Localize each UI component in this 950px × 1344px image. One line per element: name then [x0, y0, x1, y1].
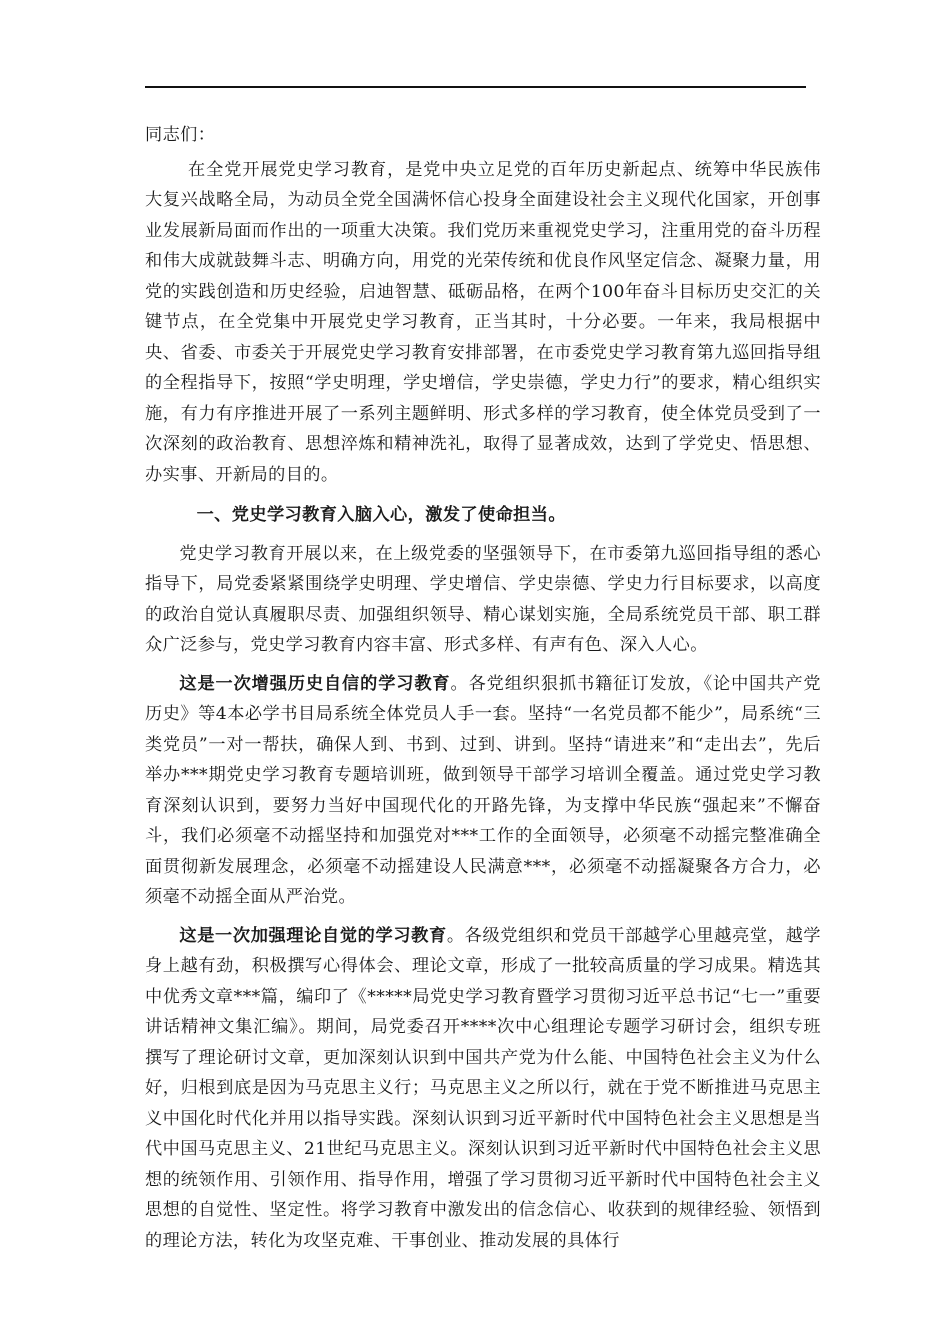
- salutation: 同志们：: [145, 125, 216, 145]
- paragraph-lead: 这是一次加强理论自觉的学习教育: [179, 925, 447, 946]
- body-paragraph: [145, 921, 821, 1257]
- paragraph-text: 。各级党组织和党员干部越学心里越亮堂，越学身上越有劲，积极撰写心得体会、理论文章，形成了一批较高质量的学习成果。精选其中优秀文章***篇，编印了《*****局党史学习教育暨学习贯彻习近平总书记“七一”重要讲话精神文集汇编》。期间，局党委召开****次中心组理论专题学习研讨会，组织专班撰写了理论研讨文章，更加深刻认识到中国共产党为什么能、中国特色社会主义为什么好，归根到底是因为马克思主义行；马克思主义之所以行，就在于党不断推进马克思主义中国化时代化并用以指导实践。深刻认识到习近平新时代中国特色社会主义思想是当代中国马克思主义、21世纪马克思主义。深刻认识到习近平新时代中国特色社会主义思想的统领作用、引领作用、指导作用，增强了学习贯彻习近平新时代中国特色社会主义思想的自觉性、坚定性。将学习教育中激发出的信念信心、收获到的规律经验、领悟到的理论方法，转化为攻坚克难、干事创业、推动发展的具体行: [145, 925, 821, 1251]
- header-rule: [145, 86, 806, 88]
- paragraph-lead: 这是一次增强历史自信的学习教育: [179, 673, 451, 694]
- document-body: [145, 120, 821, 1264]
- paragraph-text: 。各党组织狠抓书籍征订发放，《论中国共产党历史》等4本必学书目局系统全体党员人手一套。坚持“一名党员都不能少”，局系统“三类党员”一对一帮扶，确保人到、书到、过到、讲到。坚持“请进来”和“走出去”，先后举办***期党史学习教育专题培训班，做到领导干部学习培训全覆盖。通过党史学习教育深刻认识到，要努力当好中国现代化的开路先锋，为支撑中华民族“强起来”不懈奋斗，我们必须毫不动摇坚持和加强党对***工作的全面领导，必须毫不动摇完整准确全面贯彻新发展理念，必须毫不动摇建设人民满意***，必须毫不动摇凝聚各方合力，必须毫不动摇全面从严治党。: [145, 673, 821, 907]
- intro-paragraph: 在全党开展党史学习教育，是党中央立足党的百年历史新起点、统筹中华民族伟大复兴战略全局，为动员全党全国满怀信心投身全面建设社会主义现代化国家，开创事业发展新局面而作出的一项重大决策。我们党历来重视党史学习，注重用党的奋斗历程和伟大成就鼓舞斗志、明确方向，用党的光荣传统和优良作风坚定信念、凝聚力量，用党的实践创造和历史经验，启迪智慧、砥砺品格，在两个100年奋斗目标历史交汇的关键节点，在全党集中开展党史学习教育，正当其时，十分必要。一年来，我局根据中央、省委、市委关于开展党史学习教育安排部署，在市委党史学习教育第九巡回指导组的全程指导下，按照“学史明理，学史增信，学史崇德，学史力行”的要求，精心组织实施，有力有序推进开展了一系列主题鲜明、形式多样的学习教育，使全体党员受到了一次深刻的政治教育、思想淬炼和精神洗礼，取得了显著成效，达到了学党史、悟思想、办实事、开新局的目的。: [145, 159, 821, 485]
- section-heading: 一、党史学习教育入脑入心，激发了使命担当。: [196, 505, 566, 525]
- body-paragraph: 党史学习教育开展以来，在上级党委的坚强领导下，在市委第九巡回指导组的悉心指导下，局党委紧紧围绕学史明理、学史增信、学史崇德、学史力行目标要求，以高度的政治自觉认真履职尽责、加强组织领导、精心谋划实施，全局系统党员干部、职工群众广泛参与，党史学习教育内容丰富、形式多样、有声有色、深入人心。: [145, 543, 821, 655]
- body-paragraph: [145, 669, 821, 913]
